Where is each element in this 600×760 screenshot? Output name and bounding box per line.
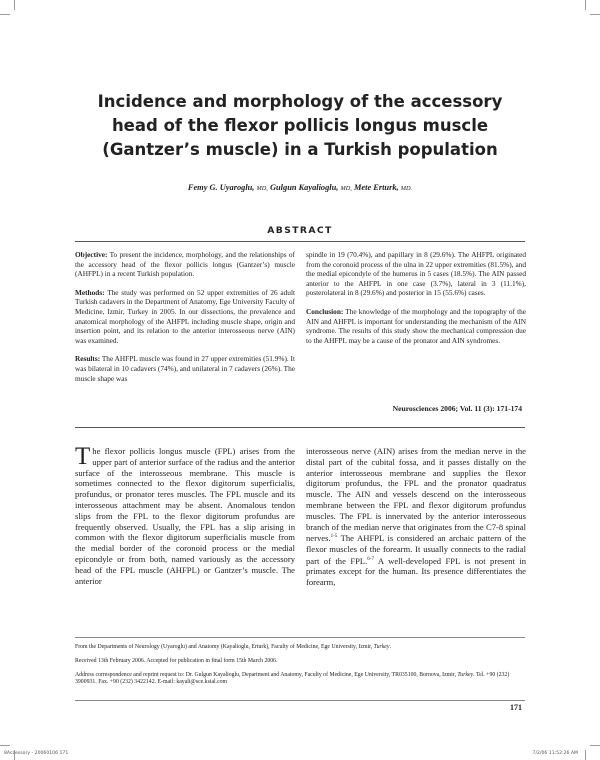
results-text: The AHFPL muscle was found in 27 upper extremities (51.9%). It was bilateral in 10 cadavers (74%), and unilateral in 7 cadavers (26%). The muscle shape was: [75, 354, 295, 383]
body-left-text: he flexor pollicis longus muscle (FPL) arises from the upper part of anterior surface of the radius and the anterior surface of the interosseous membrane. This muscle is sometimes connected to the flexor digitorum superficialis, profundus, or pronator teres muscles. The FPL muscle and its interosseous attachment may be absent. Anomalous tendon slips from the FPL to the flexor digitorum profundus are frequently observed. Usually, the FPL has a slip arising in common with the flexor digitorum superficialis muscle from the medial border of the coronoid process or the medial epicondyle or from both, named variously as the accessory head of the FPL muscle (AHFPL) or Gantzer’s muscle. The anterior: [75, 446, 295, 586]
trim-mark-top-left: [14, 0, 15, 10]
objective-label: Objective:: [75, 250, 108, 259]
author-name: Femy G. Uyaroglu,: [187, 183, 255, 192]
title-line-2: head of the flexor pollicis longus muscle: [111, 116, 489, 135]
author-name: Gulgun Kayalioglu,: [269, 183, 339, 192]
author-list: [0, 183, 600, 192]
body-left-column: [75, 443, 295, 586]
conclusion-label: Conclusion:: [306, 306, 344, 316]
abstract-right-column: [306, 250, 526, 354]
trim-mark-bottom-right-h: [590, 745, 600, 746]
affiliation-text: From the Departments of Neurology (Uyaroglu) and Anatomy (Kayalioglu, Erturk), Faculty of Medicine, Ege University, Izmir,: [75, 644, 374, 650]
author-degree: MD,: [256, 185, 268, 192]
page-number-rule: [75, 700, 525, 701]
title-line-1: Incidence and morphology of the accessory: [97, 92, 503, 111]
abstract-results-continued: spindle in 19 (70.4%), and papillary in 8 (29.6%). The AHFPL originated from the coronoid process of the ulna in 22 upper extremities (81.5%), and the medial epicondyle of the humerus in 5 cases (18.5%). The AIN passed anterior to the AHFPL in one case (3.7%), lateral in 3 (11.1%), posterolateral in 8 (29.6%) and posterior in 15 (55.6%) cases.: [306, 250, 526, 298]
body-right-column: [306, 446, 526, 588]
reference-superscript: 1-5: [330, 534, 338, 540]
abstract-results: [75, 354, 295, 383]
footnote-rule: [75, 637, 525, 638]
abstract-methods: [75, 288, 295, 346]
trim-mark-top-right-h: [590, 14, 600, 15]
print-slug-right: 7/2/06 11:52:26 AM: [532, 751, 578, 756]
reference-superscript: 6-7: [367, 556, 374, 562]
footnote-received: Received 13th February 2006. Accepted for publication in final form 15th March 2006.: [75, 658, 278, 664]
body-right-text-3: A well-developed FPL is not present in primates except for the human. Its presence differentiates the forearm,: [306, 555, 526, 588]
footnote-address: [75, 672, 525, 687]
affiliation-suffix: .: [389, 644, 391, 650]
address-suffix: . Tel. +90 (232) 3900931. Fax. +90 (232) 3422142. E-mail: kayali@sce.ksial.com: [75, 672, 510, 686]
methods-label: Methods:: [75, 287, 105, 297]
results-label: Results:: [75, 354, 101, 364]
footnote-affiliation: [75, 644, 525, 651]
affiliation-country: Turkey: [373, 644, 390, 650]
author-degree: MD,: [340, 185, 352, 192]
body-right-text-2: The AHFPL is considered an archaic pattern of the flexor muscles of the forearm. It usually connects to the radial part of the FPL.: [306, 533, 526, 566]
methods-text: The study was performed on 52 upper extremities of 26 adult Turkish cadavers in the Department of Anatomy, Ege University Faculty of Medicine, Izmir, Turkey in 2005. In our dissections, the prevalence and anatomical morphology of the AHFPL including muscle shape, origin and insertion point, and its relation to the anterior interosseous nerve (AIN) was examined.: [75, 287, 295, 345]
conclusion-text: The knowledge of the morphology and the topography of the AIN and AHFPL is important for understanding the mechanism of the AIN syndrome. The results of this study show the mechanical compression due to the AHFPL may be a cause of the pronator and AIN syndromes.: [306, 306, 526, 345]
address-country: Turkey: [457, 672, 474, 678]
author-degree: MD.: [400, 185, 413, 192]
trim-mark-bottom-left-h: [0, 745, 10, 746]
author-name: Mete Erturk,: [353, 183, 399, 192]
abstract-left-column: [75, 250, 295, 392]
trim-mark-top-left-h: [0, 14, 10, 15]
abstract-objective: [75, 250, 295, 279]
objective-text: To present the incidence, morphology, and the relationships of the accessory head of the flexor pollicis longus (Gantzer’s) muscle (AHFPL) in a recent Turkish population.: [75, 250, 295, 279]
trim-mark-top-right: [585, 0, 586, 10]
article-title: [60, 90, 540, 162]
body-right-text-1: interosseous nerve (AIN) arises from the median nerve in the distal part of the cubital fossa, and it passes distally on the anterior interosseous membrane and supplies the flexor digitorum profundus, the FPL and the pronator quadratus muscle. The AIN and vessels descend on the interosseous membrane between the FPL and flexor digitorum profundus muscles. The FPL is innervated by the anterior interosseous branch of the median nerve that originates from the C7-8 spinal nerves.: [306, 446, 526, 544]
trim-mark-bottom-right: [585, 750, 586, 760]
abstract-rule-top: [75, 241, 525, 242]
abstract-heading: ABSTRACT: [267, 225, 333, 236]
print-slug-left: 8Accessory - 20060106 171: [4, 751, 69, 756]
abstract-conclusion: [306, 307, 526, 345]
drop-cap: T: [75, 443, 91, 470]
abstract-rule-bottom: [75, 427, 525, 428]
address-text: Address correspondence and reprint request to: Dr. Gulgun Kayalioglu, Department and Anatomy, Faculty of Medicine, Ege University, TR035100, Bornova, Izmir,: [75, 672, 458, 678]
page-number: 171: [510, 703, 522, 712]
journal-citation: Neurosciences 2006; Vol. 11 (3): 171-174: [392, 404, 522, 413]
title-line-3: (Gantzer’s muscle) in a Turkish population: [102, 140, 498, 159]
